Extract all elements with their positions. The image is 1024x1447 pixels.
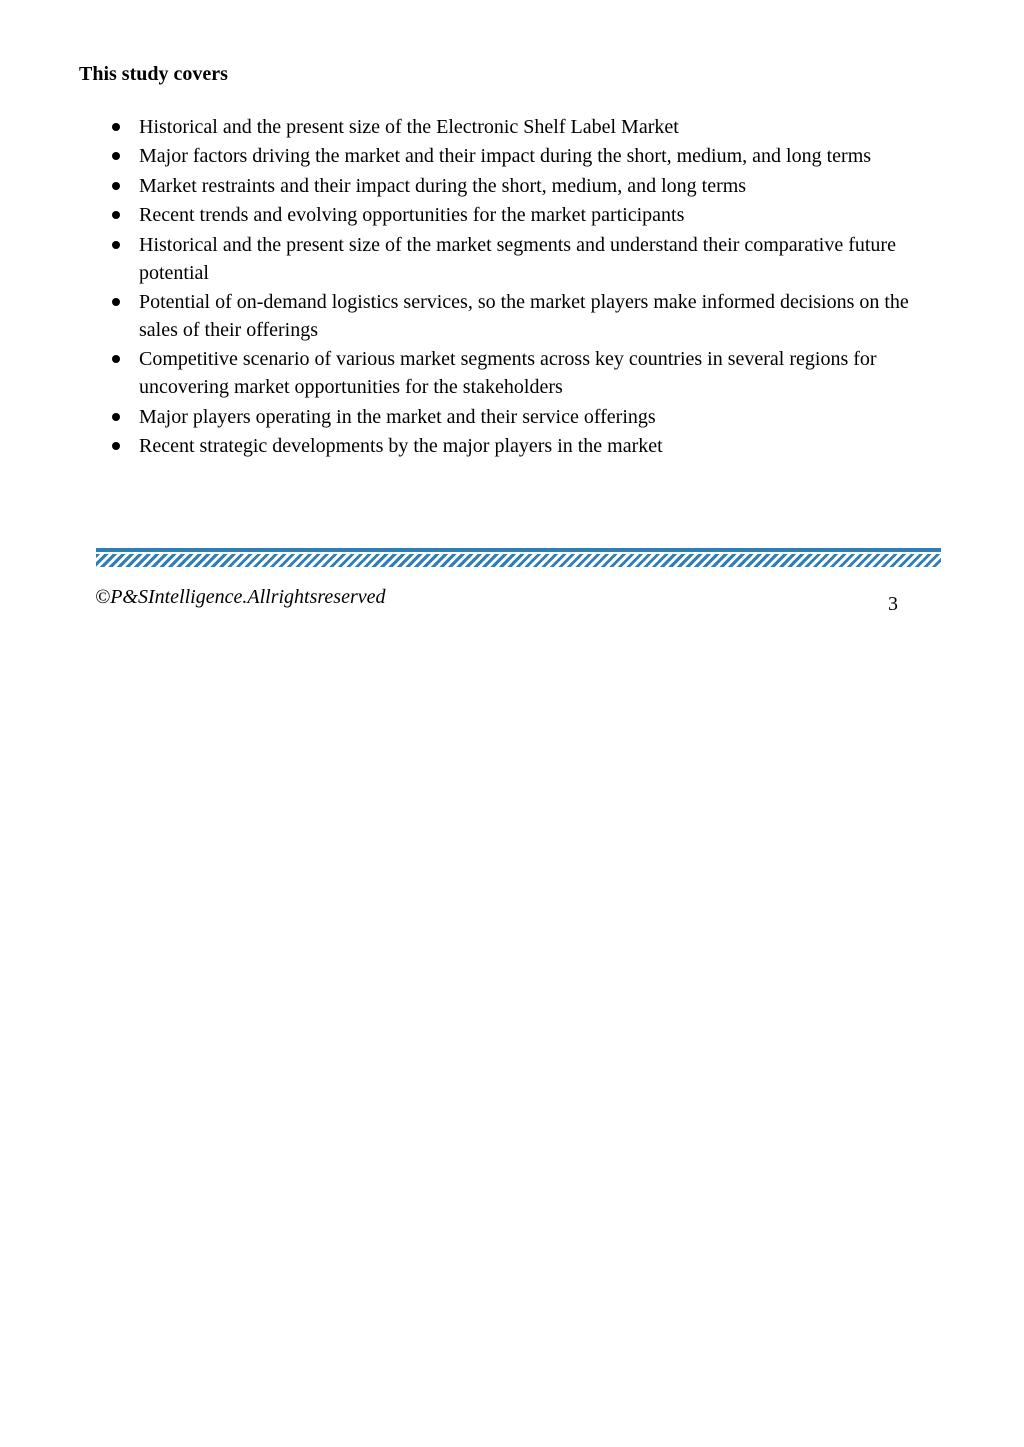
list-item-text: Major players operating in the market and their service offerings [139, 405, 656, 428]
list-item-text: Historical and the present size of the market segments and understand their comparative future potential [139, 233, 896, 284]
list-item [104, 231, 924, 287]
section-heading: This study covers [79, 63, 228, 85]
list-item-text: Recent trends and evolving opportunities for the market participants [139, 204, 685, 227]
page-number: 3 [888, 593, 898, 615]
list-item [104, 345, 924, 401]
footer-divider-hatch [96, 554, 941, 567]
bullet-icon [112, 152, 120, 160]
bullet-icon [112, 442, 120, 450]
bullet-icon [112, 211, 120, 219]
list-item-text: Major factors driving the market and their impact during the short, medium, and long terms [139, 145, 872, 168]
bullet-icon [112, 182, 120, 190]
list-item-text: Recent strategic developments by the major players in the market [139, 435, 663, 458]
list-item-text: Potential of on-demand logistics services, so the market players make informed decisions on the sales of their offerings [139, 290, 909, 341]
list-item-text: Competitive scenario of various market segments across key countries in several regions for uncovering market opportunities for the stakeholders [139, 348, 877, 399]
list-item-text: Historical and the present size of the Electronic Shelf Label Market [139, 116, 679, 138]
footer-divider-line [96, 548, 941, 552]
list-item [104, 201, 924, 229]
footer-divider [96, 548, 941, 568]
bullet-icon [112, 123, 120, 131]
bullet-icon [112, 413, 120, 421]
bullet-icon [112, 355, 120, 363]
list-item [104, 403, 924, 431]
list-item [104, 172, 924, 200]
bullet-icon [112, 298, 120, 306]
list-item [104, 113, 924, 141]
list-item [104, 432, 924, 460]
copyright-notice: ©P&SIntelligence.Allrightsreserved [95, 586, 386, 608]
list-item [104, 142, 924, 170]
coverage-list [104, 113, 924, 462]
list-item [104, 288, 924, 344]
bullet-icon [112, 241, 120, 249]
list-item-text: Market restraints and their impact during the short, medium, and long terms [139, 174, 747, 197]
